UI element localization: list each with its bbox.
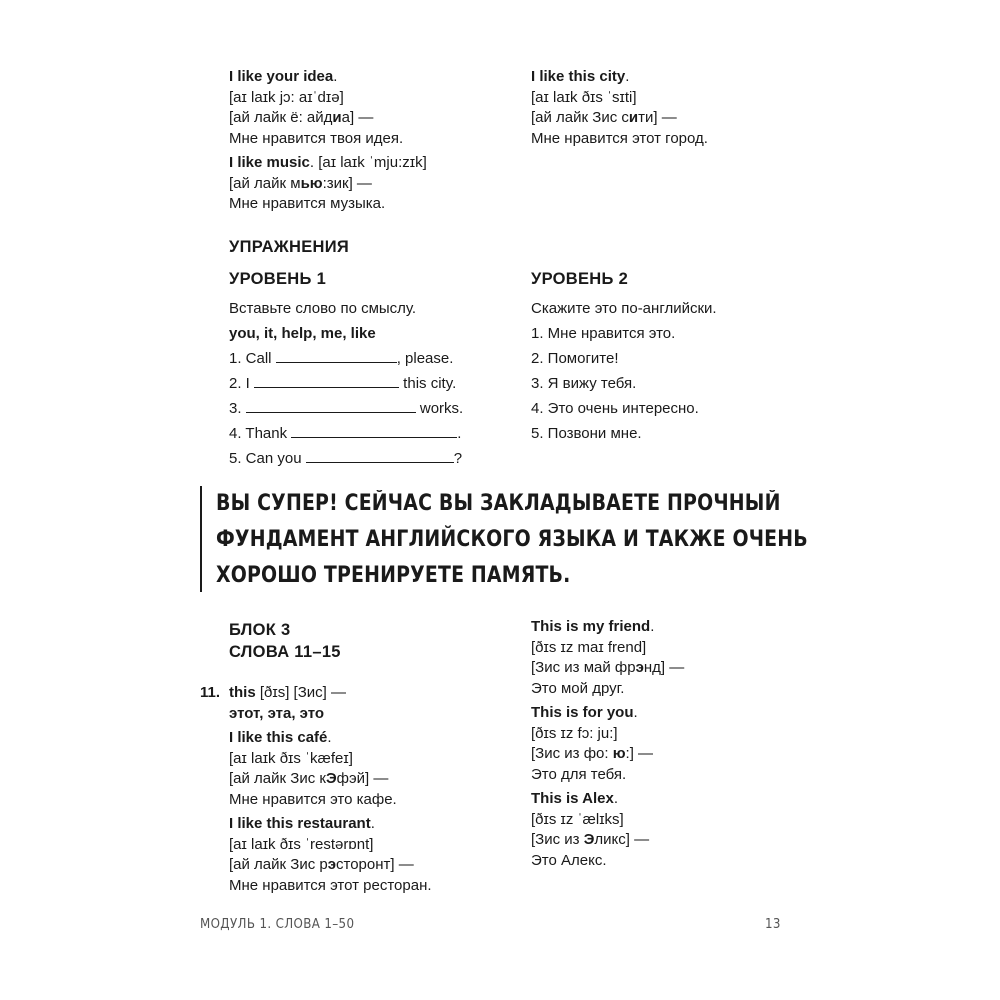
ipa-transcription: [aɪ laɪk ðɪs ˈsɪti]	[531, 88, 637, 106]
level-1-title: УРОВЕНЬ 1	[229, 270, 327, 288]
example-sentence: I like this café.	[229, 729, 332, 746]
example-sentence: This is for you.	[531, 704, 638, 721]
translation: Мне нравится твоя идея.	[229, 129, 404, 147]
translate-item: 5. Позвони мне.	[531, 424, 642, 442]
translation: Мне нравится музыка.	[229, 195, 386, 212]
russian-transcription: [ай лайк ё: айдиа] —	[229, 109, 374, 126]
translation: Мне нравится этот город.	[531, 129, 708, 147]
callout-line: ХОРОШО ТРЕНИРУЕТЕ ПАМЯТЬ.	[216, 563, 571, 588]
level-2-section	[531, 269, 791, 444]
translation: Мне нравится это кафе.	[229, 790, 397, 808]
example-sentence: I like this city.	[531, 68, 630, 85]
translation: Это Алекс.	[531, 851, 607, 869]
callout-line: ВЫ СУПЕР! СЕЙЧАС ВЫ ЗАКЛАДЫВАЕТЕ ПРОЧНЫЙ	[216, 491, 781, 516]
translate-item: 4. Это очень интересно.	[531, 399, 699, 417]
answer-blank[interactable]	[306, 449, 454, 463]
level-2-title: УРОВЕНЬ 2	[531, 270, 629, 288]
russian-transcription: [ай лайк Зис кЭфэй] —	[229, 770, 389, 787]
entry-headword: this [ðɪs] [Зис] —	[229, 684, 346, 701]
example-sentence: I like music. [aɪ laɪk ˈmju:zɪk]	[229, 154, 427, 171]
translate-item: 2. Помогите!	[531, 349, 619, 367]
exercises-heading: УПРАЖНЕНИЯ	[229, 238, 350, 256]
level-1-instruction: Вставьте слово по смыслу.	[229, 299, 417, 317]
fill-in-item: 5. Can you ?	[229, 450, 463, 468]
entry-meaning: этот, эта, это	[229, 704, 325, 722]
fill-in-item: 2. I this city.	[229, 374, 457, 392]
ipa-transcription: [aɪ laɪk ðɪs ˈkæfeɪ]	[229, 749, 353, 767]
translate-item: 1. Мне нравится это.	[531, 324, 676, 342]
entry-right-column	[531, 617, 791, 871]
answer-blank[interactable]	[276, 349, 397, 363]
entry-number: 11.	[200, 684, 221, 701]
running-footer: МОДУЛЬ 1. СЛОВА 1–50	[200, 916, 355, 932]
fill-in-item: 4. Thank .	[229, 424, 462, 442]
ipa-transcription: [ðɪs ɪz fɔ: ju:]	[531, 724, 618, 742]
level-2-instruction: Скажите это по-английски.	[531, 299, 717, 317]
translation: Это мой друг.	[531, 679, 625, 697]
answer-blank[interactable]	[246, 399, 416, 413]
example-sentence: I like this restaurant.	[229, 815, 375, 832]
level-1-section	[229, 269, 499, 470]
block-subtitle: СЛОВА 11–15	[229, 643, 341, 661]
answer-blank[interactable]	[254, 374, 399, 388]
fill-in-item: 3. works.	[229, 399, 464, 417]
callout-text	[216, 486, 808, 594]
page-number: 13	[765, 916, 781, 932]
top-right-column	[531, 67, 791, 149]
ipa-transcription: [ðɪs ɪz maɪ frend]	[531, 638, 647, 656]
example-sentence: I like your idea.	[229, 68, 338, 85]
translate-list	[531, 324, 791, 445]
russian-transcription: [Зис из май фрэнд] —	[531, 659, 685, 676]
entry-left-column	[229, 683, 499, 896]
ipa-transcription: [aɪ laɪk ðɪs ˈrestərɒnt]	[229, 835, 374, 853]
translation: Мне нравится этот ресторан.	[229, 876, 432, 894]
russian-transcription: [Зис из Эликс] —	[531, 831, 650, 848]
russian-transcription: [Зис из фо: ю:] —	[531, 745, 654, 762]
example-sentence: This is Alex.	[531, 790, 618, 807]
word-bank: you, it, help, me, like	[229, 324, 376, 342]
translate-item: 3. Я вижу тебя.	[531, 374, 637, 392]
answer-blank[interactable]	[291, 424, 457, 438]
russian-transcription: [ай лайк мью:зик] —	[229, 174, 372, 192]
callout-line: ФУНДАМЕНТ АНГЛИЙСКОГО ЯЗЫКА И ТАКЖЕ ОЧЕНЬ	[216, 527, 808, 552]
fill-in-item: 1. Call , please.	[229, 349, 454, 367]
fill-in-list	[229, 349, 499, 470]
russian-transcription: [ай лайк Зис рэсторонт] —	[229, 856, 414, 873]
block-title: БЛОК 3	[229, 621, 291, 639]
ipa-transcription: [ðɪs ɪz ˈælɪks]	[531, 810, 624, 828]
ipa-transcription: [aɪ laɪk jɔ: aɪˈdɪə]	[229, 88, 344, 106]
top-left-column	[229, 67, 489, 215]
motivation-callout	[200, 486, 808, 592]
russian-transcription: [ай лайк Зис сити] —	[531, 109, 677, 126]
block-heading	[229, 619, 341, 663]
translation: Это для тебя.	[531, 765, 627, 783]
example-sentence: This is my friend.	[531, 618, 655, 635]
